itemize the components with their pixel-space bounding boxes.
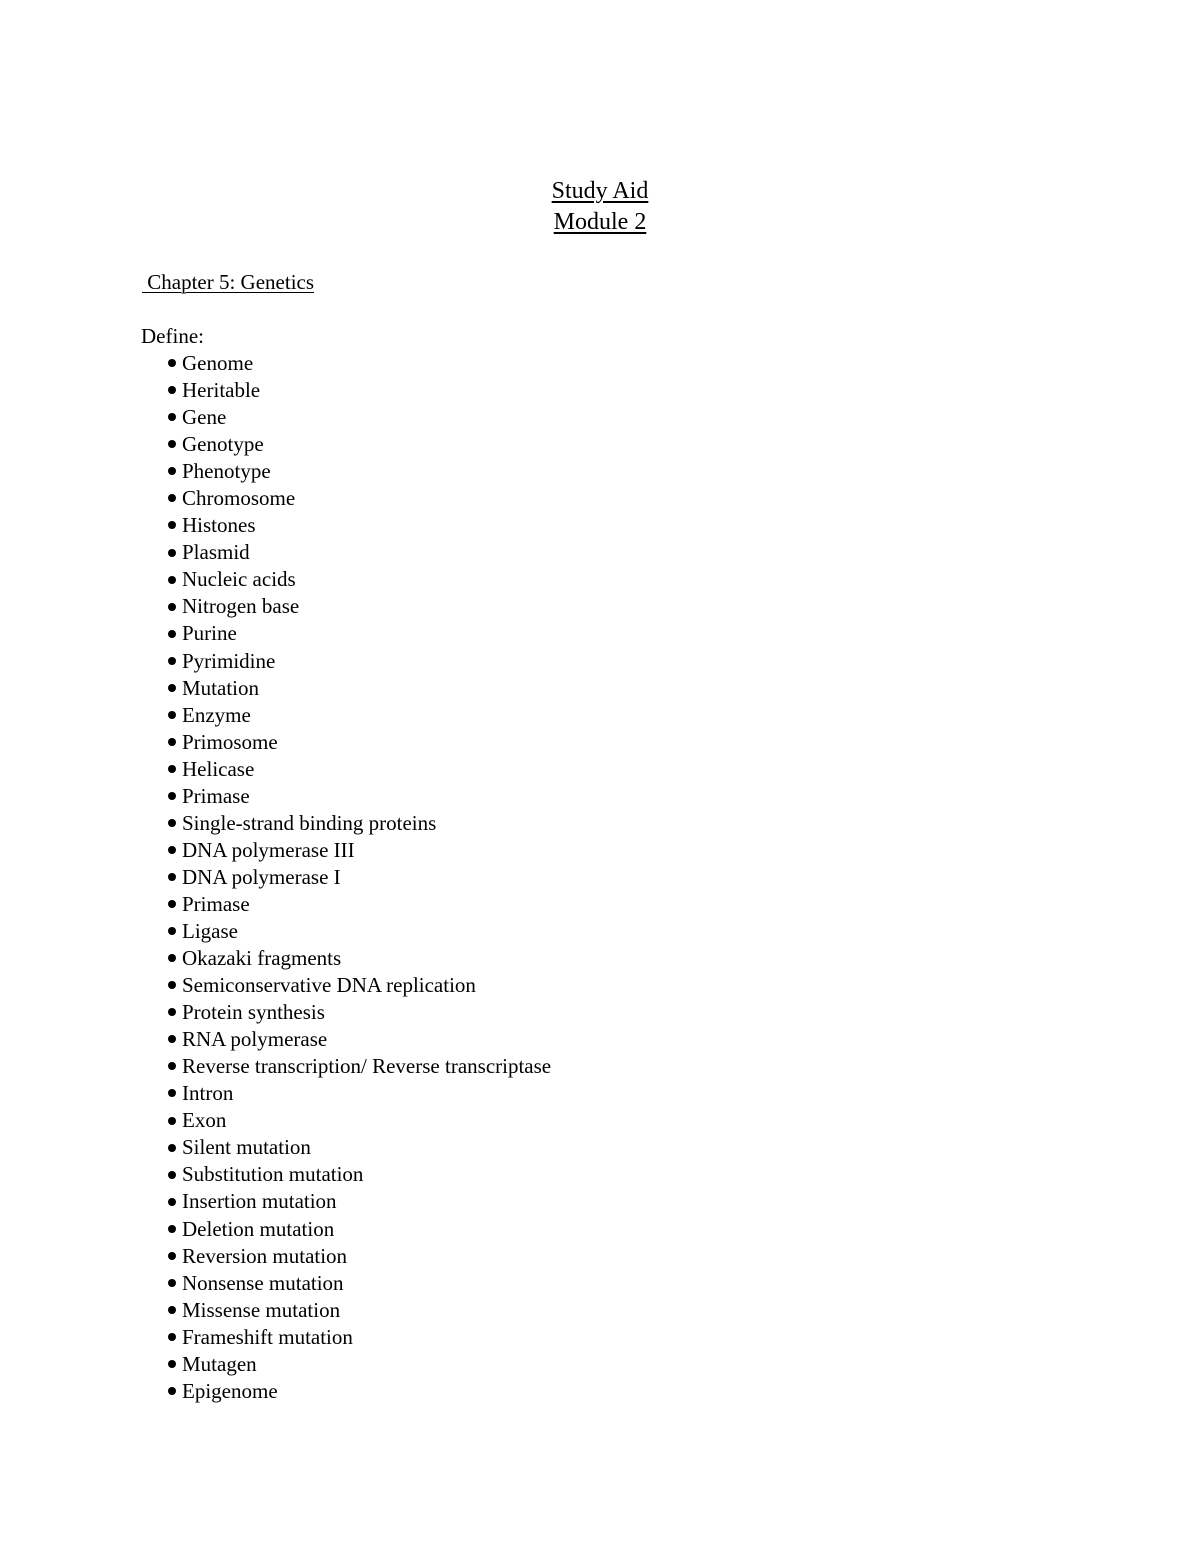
bullet-icon (168, 521, 176, 529)
list-item (166, 864, 551, 891)
term-text: Nucleic acids (182, 567, 296, 592)
document-title: Study Aid (551, 178, 649, 204)
list-item (166, 1351, 551, 1378)
list-item (166, 1053, 551, 1080)
bullet-icon (168, 1252, 176, 1260)
list-item (166, 945, 551, 972)
bullet-icon (168, 1306, 176, 1314)
bullet-icon (168, 873, 176, 881)
list-item (166, 620, 551, 647)
term-text: Intron (182, 1081, 234, 1106)
term-text: Gene (182, 405, 227, 430)
term-text: Epigenome (182, 1378, 278, 1403)
list-item (166, 648, 551, 675)
bullet-icon (168, 1144, 176, 1152)
bullet-icon (168, 711, 176, 719)
list-item (166, 1378, 551, 1405)
bullet-icon (168, 900, 176, 908)
term-text: Histones (182, 513, 256, 538)
term-text: DNA polymerase III (182, 837, 355, 862)
list-item (166, 1324, 551, 1351)
bullet-icon (168, 684, 176, 692)
list-item (166, 837, 551, 864)
term-text: RNA polymerase (182, 1027, 328, 1052)
bullet-icon (168, 765, 176, 773)
term-list (166, 350, 551, 1405)
term-text: Mutagen (182, 1351, 257, 1376)
term-text: Primase (182, 891, 250, 916)
define-label: Define: (141, 324, 204, 348)
bullet-icon (168, 792, 176, 800)
list-item (166, 1243, 551, 1270)
term-text: Okazaki fragments (182, 946, 342, 971)
term-text: Heritable (182, 378, 261, 403)
bullet-icon (168, 549, 176, 557)
list-item (166, 404, 551, 431)
list-item (166, 1161, 551, 1188)
list-item (166, 458, 551, 485)
bullet-icon (168, 1279, 176, 1287)
list-item (166, 756, 551, 783)
list-item (166, 729, 551, 756)
bullet-icon (168, 603, 176, 611)
term-text: Genome (182, 351, 254, 375)
term-text: Plasmid (182, 540, 250, 565)
list-item (166, 566, 551, 593)
bullet-icon (168, 359, 176, 367)
term-text: Purine (182, 621, 237, 646)
bullet-icon (168, 1360, 176, 1368)
list-item (166, 593, 551, 620)
list-item (166, 1026, 551, 1053)
list-item (166, 1216, 551, 1243)
term-text: Chromosome (182, 486, 296, 511)
bullet-icon (168, 819, 176, 827)
bullet-icon (168, 1117, 176, 1125)
term-text: Missense mutation (182, 1297, 341, 1322)
term-text: Deletion mutation (182, 1216, 335, 1241)
bullet-icon (168, 1225, 176, 1233)
term-text: Reversion mutation (182, 1243, 348, 1268)
term-text: DNA polymerase I (182, 864, 341, 889)
term-text: Pyrimidine (182, 648, 276, 673)
bullet-icon (168, 1198, 176, 1206)
list-item (166, 1107, 551, 1134)
list-item (166, 1080, 551, 1107)
list-item (166, 512, 551, 539)
bullet-icon (168, 927, 176, 935)
bullet-icon (168, 494, 176, 502)
list-item (166, 972, 551, 999)
bullet-icon (168, 981, 176, 989)
list-item (166, 999, 551, 1026)
term-text: Insertion mutation (182, 1189, 337, 1214)
list-item (166, 1270, 551, 1297)
bullet-icon (168, 413, 176, 421)
term-text: Primase (182, 783, 250, 808)
term-text: Substitution mutation (182, 1162, 364, 1187)
bullet-icon (168, 440, 176, 448)
document-subtitle: Module 2 (553, 209, 647, 235)
bullet-icon (168, 846, 176, 854)
term-text: Enzyme (182, 702, 251, 727)
bullet-icon (168, 1171, 176, 1179)
bullet-icon (168, 1333, 176, 1341)
bullet-icon (168, 576, 176, 584)
term-text: Semiconservative DNA replication (182, 973, 476, 998)
list-item (166, 1134, 551, 1161)
term-text: Single-strand binding proteins (182, 810, 437, 835)
bullet-icon (168, 1035, 176, 1043)
list-item (166, 783, 551, 810)
list-item (166, 485, 551, 512)
term-text: Primosome (182, 729, 278, 754)
term-text: Nonsense mutation (182, 1270, 344, 1295)
list-item (166, 918, 551, 945)
bullet-icon (168, 1387, 176, 1395)
term-text: Ligase (182, 918, 238, 943)
bullet-icon (168, 738, 176, 746)
list-item (166, 675, 551, 702)
list-item (166, 539, 551, 566)
bullet-icon (168, 1008, 176, 1016)
list-item (166, 1188, 551, 1215)
list-item (166, 1297, 551, 1324)
bullet-icon (168, 1089, 176, 1097)
list-item (166, 431, 551, 458)
list-item (166, 702, 551, 729)
term-text: Protein synthesis (182, 1000, 325, 1025)
title-block (0, 176, 1200, 238)
term-text: Phenotype (182, 459, 271, 484)
term-text: Frameshift mutation (182, 1324, 353, 1349)
chapter-heading: Chapter 5: Genetics (142, 270, 315, 294)
term-text: Mutation (182, 675, 259, 700)
list-item (166, 350, 551, 377)
term-text: Silent mutation (182, 1135, 311, 1160)
term-text: Helicase (182, 756, 255, 781)
term-text: Nitrogen base (182, 594, 300, 619)
term-text: Reverse transcription/ Reverse transcriptase (182, 1054, 552, 1079)
list-item (166, 810, 551, 837)
bullet-icon (168, 1062, 176, 1070)
term-text: Genotype (182, 432, 264, 457)
bullet-icon (168, 467, 176, 475)
bullet-icon (168, 630, 176, 638)
term-text: Exon (182, 1108, 227, 1133)
bullet-icon (168, 954, 176, 962)
list-item (166, 891, 551, 918)
list-item (166, 377, 551, 404)
bullet-icon (168, 657, 176, 665)
bullet-icon (168, 386, 176, 394)
